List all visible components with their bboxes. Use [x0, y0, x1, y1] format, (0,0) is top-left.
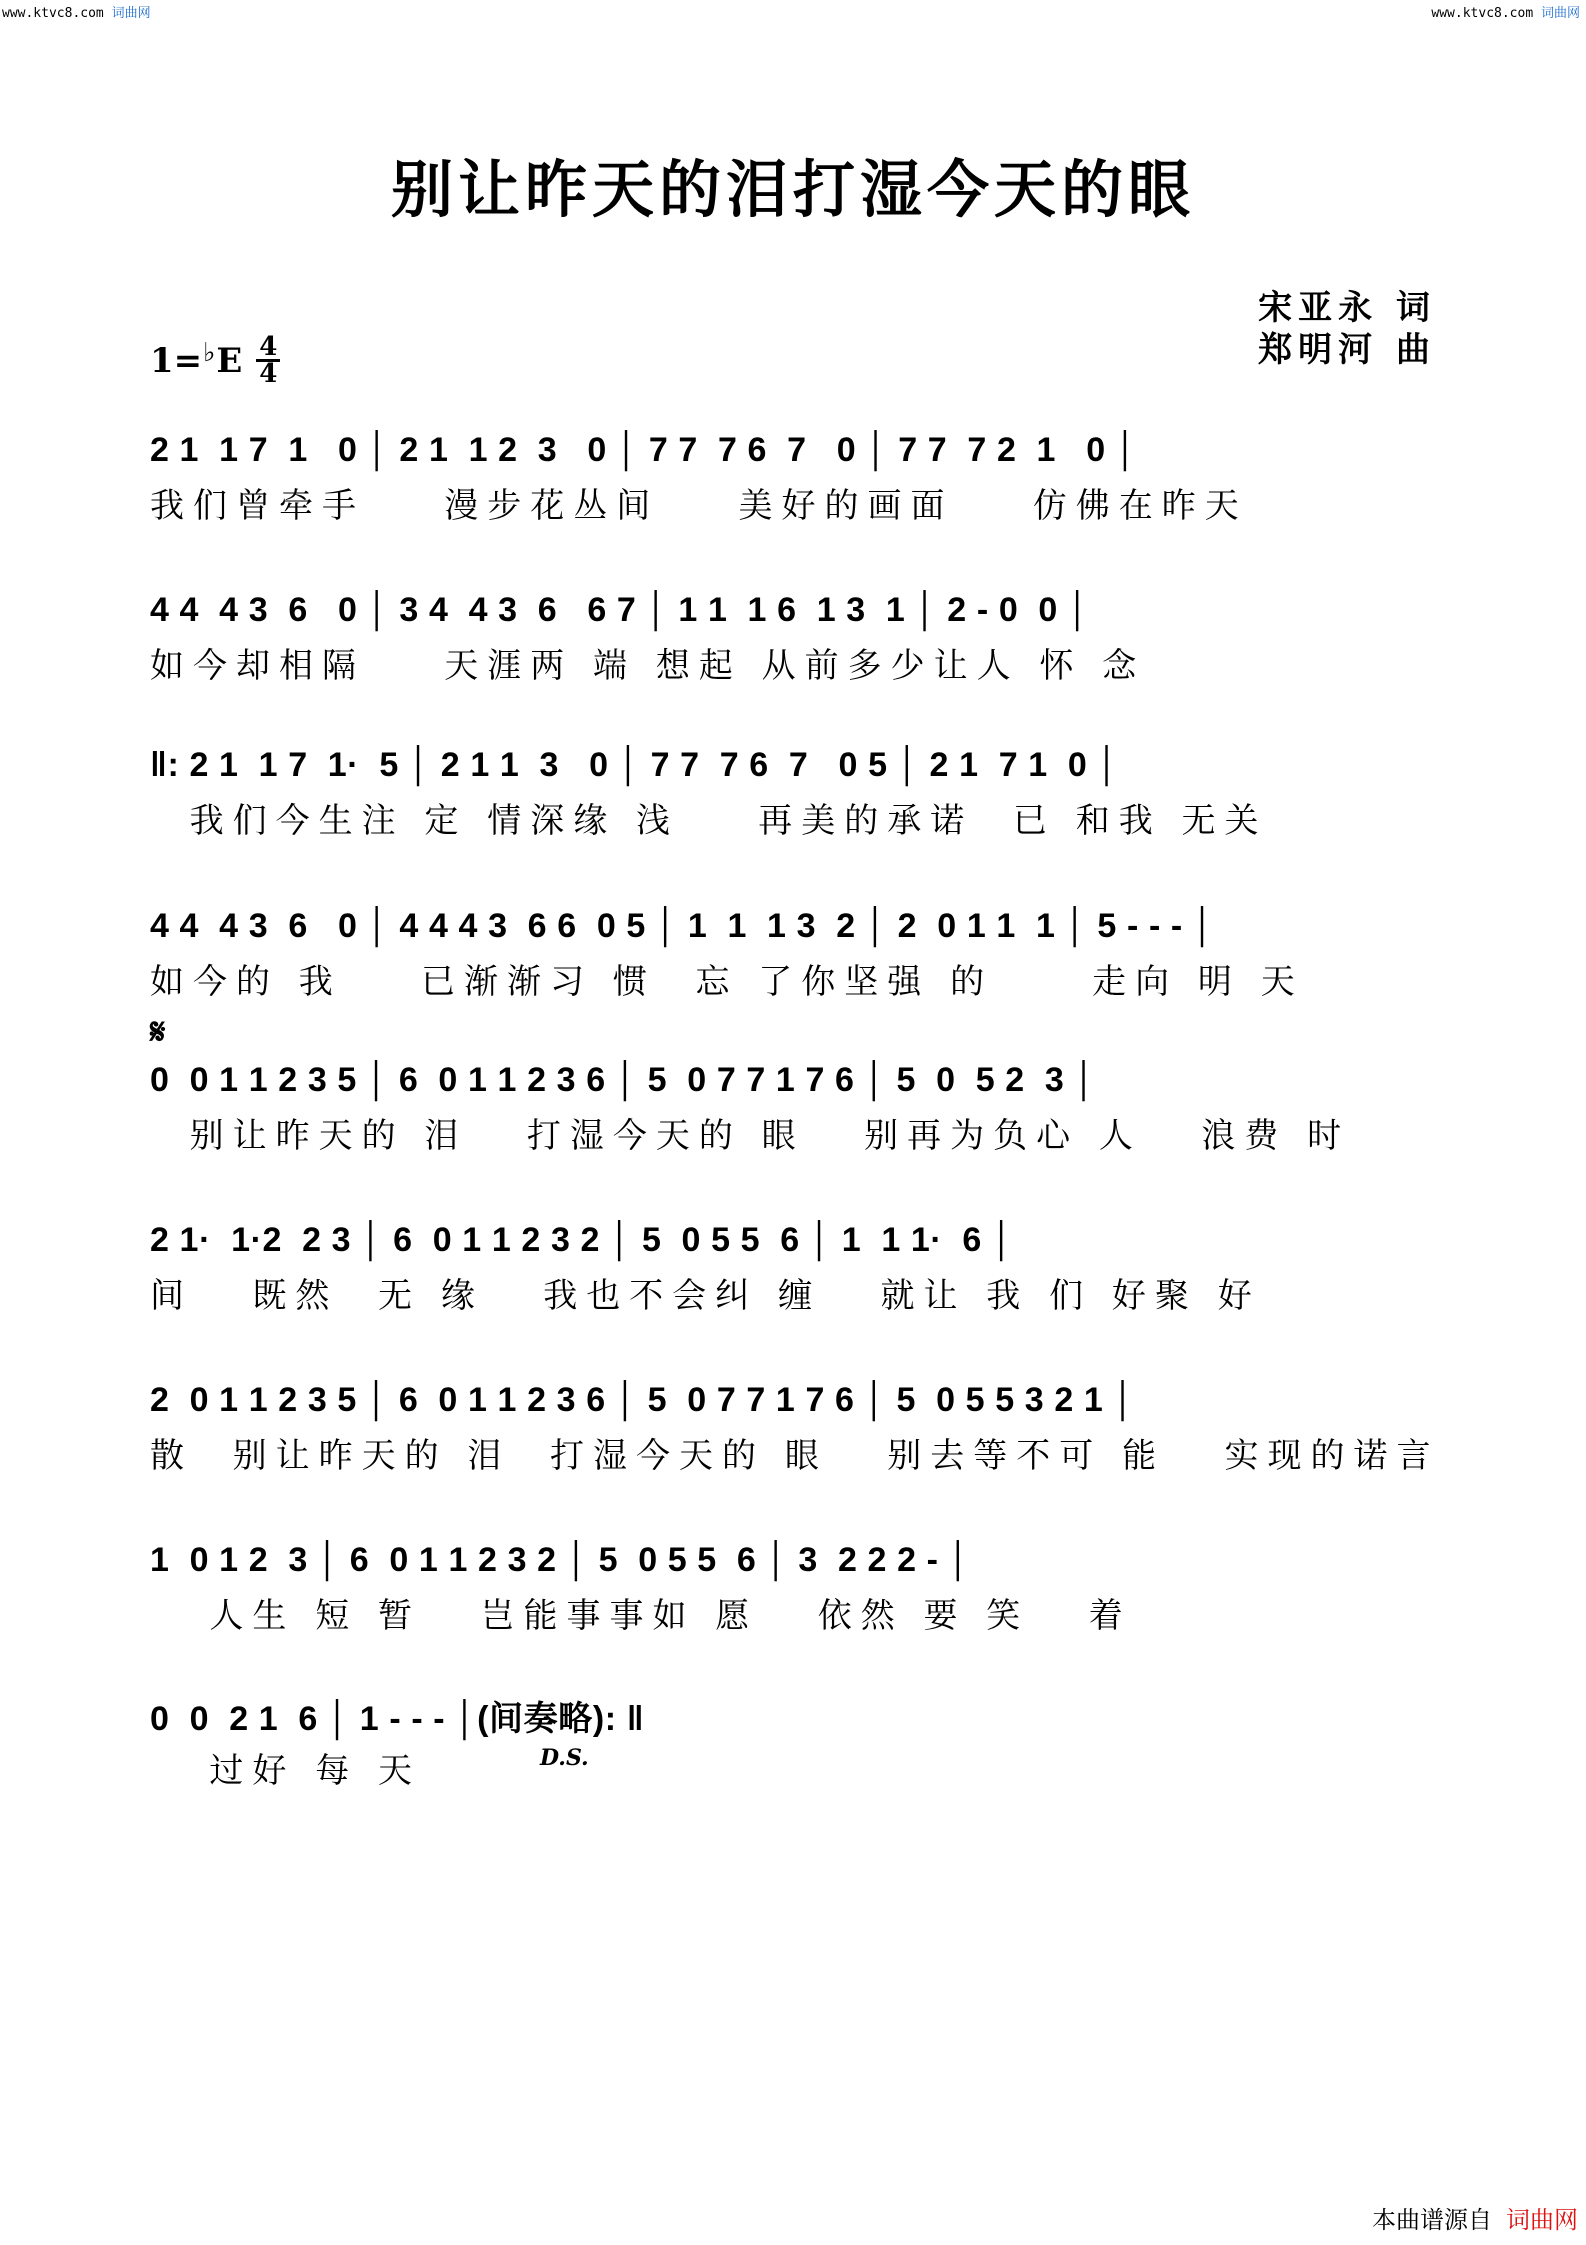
footer-credit	[1372, 2200, 1578, 2235]
notation-line: 0 0 1 1 2 3 5 │ 6 0 1 1 2 3 6 │ 5 0 7 7 1 7 6 │ 5 0 5 2 3 │	[150, 1060, 1097, 1099]
flat-icon: ♭	[203, 337, 216, 368]
lyrics-line: 人生 短 暂 岂能事事如 愿 依然 要 笑 着	[150, 1596, 1132, 1636]
notation-line: 0 0 2 1 6 │ 1 - - - │(间奏略): ‖	[150, 1699, 645, 1738]
notation-line: 2 1 1 7 1 0 │ 2 1 1 2 3 0 │ 7 7 7 6 7 0 │ 7 7 7 2 1 0 │	[150, 430, 1138, 469]
lyrics-line: 如今的 我 已渐渐习 惯 忘 了你坚强 的 走向 明 天	[150, 962, 1304, 1002]
lyrics-line: 如今却相隔 天涯两 端 想起 从前多少让人 怀 念	[150, 646, 1146, 686]
notation-line: 2 0 1 1 2 3 5 │ 6 0 1 1 2 3 6 │ 5 0 7 7 1 7 6 │ 5 0 5 5 3 2 1 │	[150, 1380, 1136, 1419]
segno-icon: 𝄋	[150, 1012, 166, 1053]
footer-source: 本曲谱源自	[1372, 2206, 1492, 2234]
watermark-site[interactable]: www.ktvc8.com	[1431, 6, 1534, 21]
watermark-site[interactable]: www.ktvc8.com	[2, 6, 104, 21]
dal-segno-mark: D.S.	[540, 1745, 589, 1771]
notation-line: 2 1· 1·2 2 3 │ 6 0 1 1 2 3 2 │ 5 0 5 5 6 │ 1 1 1· 6 │	[150, 1220, 1014, 1259]
lyrics-line: 间 既然 无 缘 我也不会纠 缠 就让 我 们 好聚 好	[150, 1276, 1261, 1316]
notation-line: 1 0 1 2 3 │ 6 0 1 1 2 3 2 │ 5 0 5 5 6 │ 3 2 2 2 - │	[150, 1540, 971, 1579]
notation-line: ‖: 2 1 1 7 1· 5 │ 2 1 1 3 0 │ 7 7 7 6 7 0 5 │ 2 1 7 1 0 │	[150, 745, 1120, 784]
lyrics-line: 过好 每 天	[150, 1751, 422, 1791]
key-prefix: 1=	[150, 340, 203, 381]
watermark-left	[2, 2, 151, 21]
footer-site-link[interactable]: 词曲网	[1506, 2206, 1578, 2234]
lyrics-line: 别让昨天的 泪 打湿今天的 眼 别再为负心 人 浪费 时	[150, 1116, 1351, 1156]
song-title: 别让昨天的泪打湿今天的眼	[390, 153, 1195, 226]
lyricist-credit: 宋亚永 词	[1258, 288, 1436, 328]
key-note: E	[216, 340, 243, 381]
key-signature	[150, 332, 280, 389]
watermark-right	[1431, 2, 1580, 21]
notation-line: 4 4 4 3 6 0 │ 4 4 4 3 6 6 0 5 │ 1 1 1 3 2 │ 2 0 1 1 1 │ 5 - - - │	[150, 906, 1215, 945]
lyrics-line: 我们今生注 定 情深缘 浅 再美的承诺 已 和我 无关	[150, 801, 1268, 841]
watermark-name[interactable]: 词曲网	[111, 6, 151, 21]
time-top: 4	[259, 332, 278, 362]
watermark-name[interactable]: 词曲网	[1540, 6, 1580, 21]
time-signature	[256, 332, 280, 389]
lyrics-line: 散 别让昨天的 泪 打湿今天的 眼 别去等不可 能 实现的诺言	[150, 1436, 1440, 1476]
notation-line: 4 4 4 3 6 0 │ 3 4 4 3 6 6 7 │ 1 1 1 6 1 3 1 │ 2 - 0 0 │	[150, 590, 1090, 629]
time-bottom: 4	[259, 359, 278, 389]
composer-credit: 郑明河 曲	[1258, 330, 1436, 370]
lyrics-line: 我们曾牵手 漫步花丛间 美好的画面 仿佛在昨天	[150, 486, 1248, 526]
